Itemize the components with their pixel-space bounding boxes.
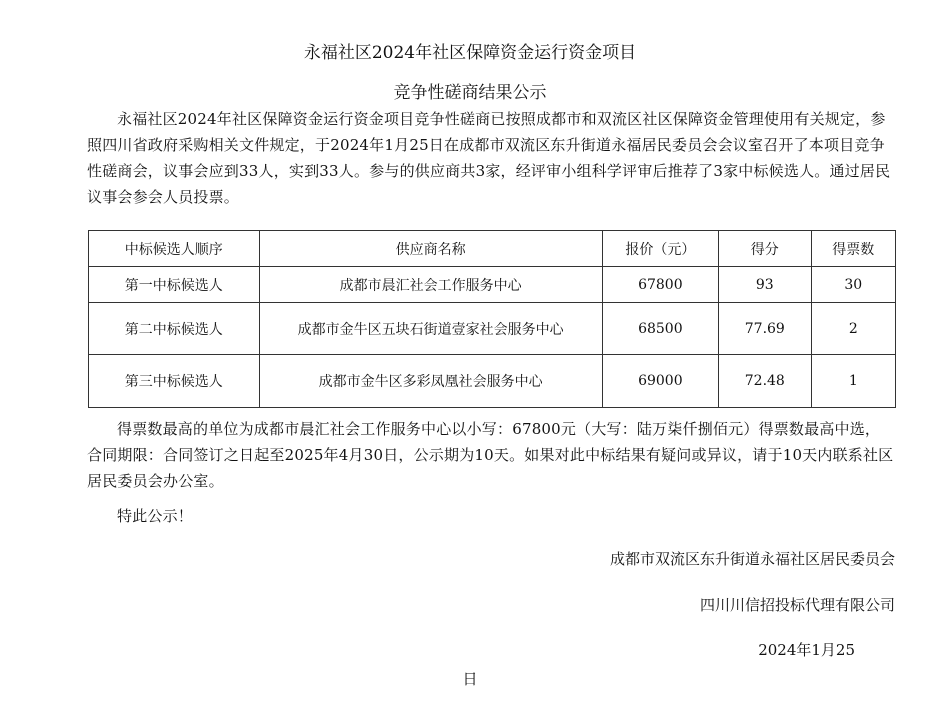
cell-votes: 30 — [811, 267, 895, 303]
cell-score: 93 — [719, 267, 812, 303]
header-supplier: 供应商名称 — [259, 231, 602, 267]
cell-price: 68500 — [602, 303, 718, 355]
cell-rank: 第二中标候选人 — [89, 303, 260, 355]
cell-price: 69000 — [602, 355, 718, 408]
header-price: 报价（元） — [602, 231, 718, 267]
document-subtitle: 竞争性磋商结果公示 — [393, 83, 547, 103]
header-votes: 得票数 — [811, 231, 895, 267]
header-score: 得分 — [719, 231, 812, 267]
cell-price: 67800 — [602, 267, 718, 303]
intro-paragraph: 永福社区2024年社区保障资金运行资金项目竞争性磋商已按照成都市和双流区社区保障资金管理使用有关规定，参照四川省政府采购相关文件规定，于2024年1月25日在成都市双流区东升街道永福居民委员会会议室召开了本项目竞争性磋商会，议事会应到33人，实到33人。参与的供应商共3家，经评审小组科学评审后推荐了3家中标候选人。通过居民议事会参会人员投票。 — [87, 110, 891, 206]
table-row — [89, 303, 896, 355]
signature-date: 2024年1月25 — [758, 641, 855, 659]
header-rank: 中标候选人顺序 — [89, 231, 260, 267]
closing-line: 特此公示！ — [117, 507, 194, 525]
signature-date-day-char: 日 — [462, 670, 478, 688]
document-title: 永福社区2024年社区保障资金运行资金项目 — [303, 43, 637, 63]
cell-supplier: 成都市金牛区五块石街道壹家社会服务中心 — [259, 303, 602, 355]
cell-supplier: 成都市金牛区多彩凤凰社会服务中心 — [259, 355, 602, 408]
signature-agency: 四川川信招投标代理有限公司 — [699, 596, 895, 614]
cell-score: 72.48 — [719, 355, 812, 408]
cell-score: 77.69 — [719, 303, 812, 355]
cell-rank: 第三中标候选人 — [89, 355, 260, 408]
table-row — [89, 267, 896, 303]
cell-supplier: 成都市晨汇社会工作服务中心 — [259, 267, 602, 303]
signature-community-committee: 成都市双流区东升街道永福社区居民委员会 — [609, 550, 895, 568]
cell-votes: 1 — [811, 355, 895, 408]
table-header-row — [89, 231, 896, 267]
cell-votes: 2 — [811, 303, 895, 355]
result-paragraph: 得票数最高的单位为成都市晨汇社会工作服务中心以小写：67800元（大写：陆万柒仟捌佰元）得票数最高中选，合同期限：合同签订之日起至2025年4月30日，公示期为10天。如果对此中标结果有疑问或异议，请于10天内联系社区居民委员会办公室。 — [87, 420, 894, 490]
table-row — [89, 355, 896, 408]
result-table — [88, 230, 896, 408]
cell-rank: 第一中标候选人 — [89, 267, 260, 303]
